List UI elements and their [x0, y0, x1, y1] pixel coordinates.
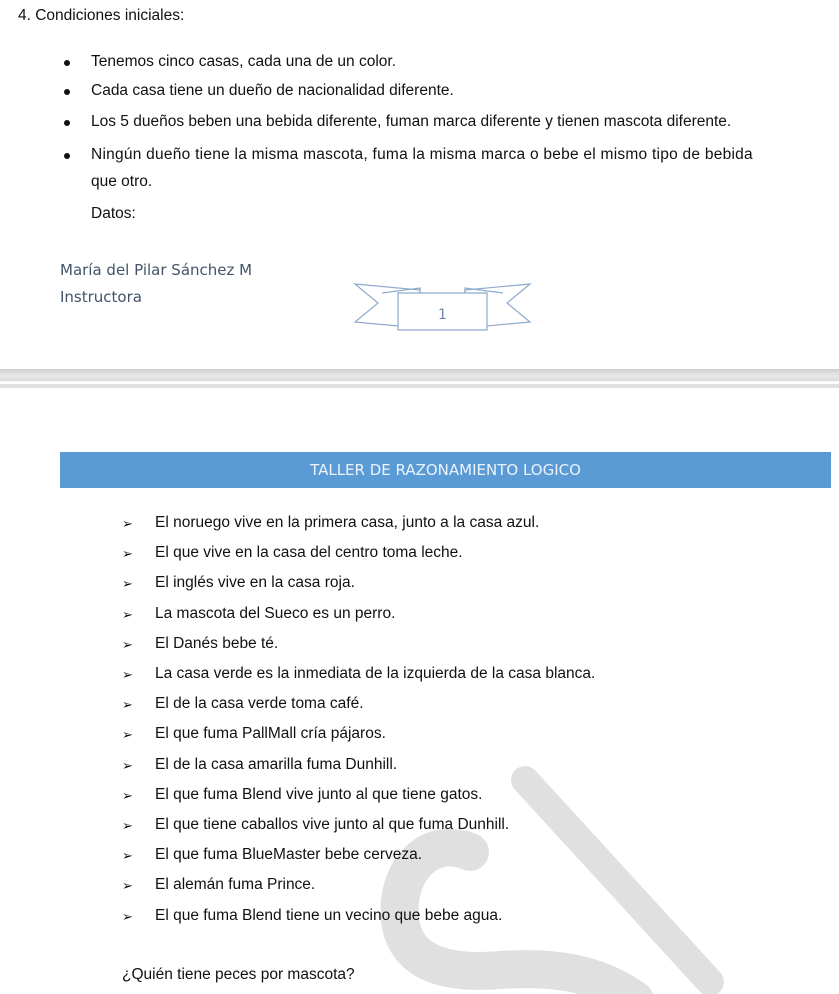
condition-item: Cada casa tiene un dueño de nacionalidad diferente.	[91, 82, 454, 99]
clue-item: El que tiene caballos vive junto al que fuma Dunhill.	[155, 816, 510, 833]
clue-item: El alemán fuma Prince.	[155, 876, 316, 894]
clue-item: El Danés bebe té.	[155, 634, 279, 652]
page-separator	[0, 369, 839, 381]
datos-label: Datos:	[91, 205, 136, 222]
clue-item: El de la casa amarilla fuma Dunhill.	[155, 755, 398, 773]
clue-item: El que vive en la casa del centro toma leche.	[155, 544, 463, 562]
workshop-title: TALLER DE RAZONAMIENTO LOGICO	[310, 461, 581, 479]
arrow-bullet-icon: ➢	[122, 908, 133, 924]
bullet-icon	[64, 89, 70, 95]
page-separator-line	[0, 384, 839, 388]
footer-author: María del Pilar Sánchez M	[60, 261, 253, 279]
arrow-bullet-icon: ➢	[122, 546, 133, 562]
footer-role: Instructora	[60, 288, 142, 306]
clue-item: El que fuma PallMall cría pájaros.	[155, 725, 386, 743]
arrow-bullet-icon: ➢	[122, 757, 133, 773]
condition-item: Ningún dueño tiene la misma mascota, fuma la misma marca o bebe el mismo tipo de bebida	[91, 146, 753, 163]
arrow-bullet-icon: ➢	[122, 516, 133, 531]
clue-item: La mascota del Sueco es un perro.	[155, 604, 396, 622]
arrow-bullet-icon: ➢	[122, 848, 133, 864]
bullet-icon	[64, 60, 70, 66]
clue-item: El que fuma BlueMaster bebe cerveza.	[155, 846, 423, 864]
arrow-bullet-icon: ➢	[122, 606, 133, 622]
clue-item: El que fuma Blend tiene un vecino que bebe agua.	[155, 906, 503, 924]
arrow-bullet-icon: ➢	[122, 697, 133, 713]
clue-item: El inglés vive en la casa roja.	[155, 574, 355, 592]
condition-item-continued: que otro.	[91, 173, 153, 190]
workshop-title-banner	[60, 452, 831, 488]
arrow-bullet-icon: ➢	[122, 636, 133, 652]
arrow-bullet-icon: ➢	[122, 727, 133, 743]
arrow-bullet-icon: ➢	[122, 818, 133, 833]
condition-item: Tenemos cinco casas, cada una de un color.	[91, 53, 397, 70]
arrow-bullet-icon: ➢	[122, 878, 133, 894]
arrow-bullet-icon: ➢	[122, 576, 133, 592]
arrow-bullet-icon: ➢	[122, 787, 133, 803]
bullet-icon	[64, 120, 70, 126]
bullet-icon	[64, 153, 70, 159]
arrow-bullet-icon: ➢	[122, 667, 133, 682]
clue-item: El noruego vive en la primera casa, junto a la casa azul.	[155, 514, 540, 531]
clue-item: La casa verde es la inmediata de la izquierda de la casa blanca.	[155, 665, 596, 682]
condition-item: Los 5 dueños beben una bebida diferente, fuman marca diferente y tienen mascota diferente.	[91, 113, 732, 130]
question: ¿Quién tiene peces por mascota?	[122, 966, 355, 983]
section-heading: 4. Condiciones iniciales:	[18, 7, 185, 24]
page-number: 1	[438, 307, 447, 323]
clue-item: El que fuma Blend vive junto al que tiene gatos.	[155, 785, 483, 803]
clue-item: El de la casa verde toma café.	[155, 695, 364, 713]
